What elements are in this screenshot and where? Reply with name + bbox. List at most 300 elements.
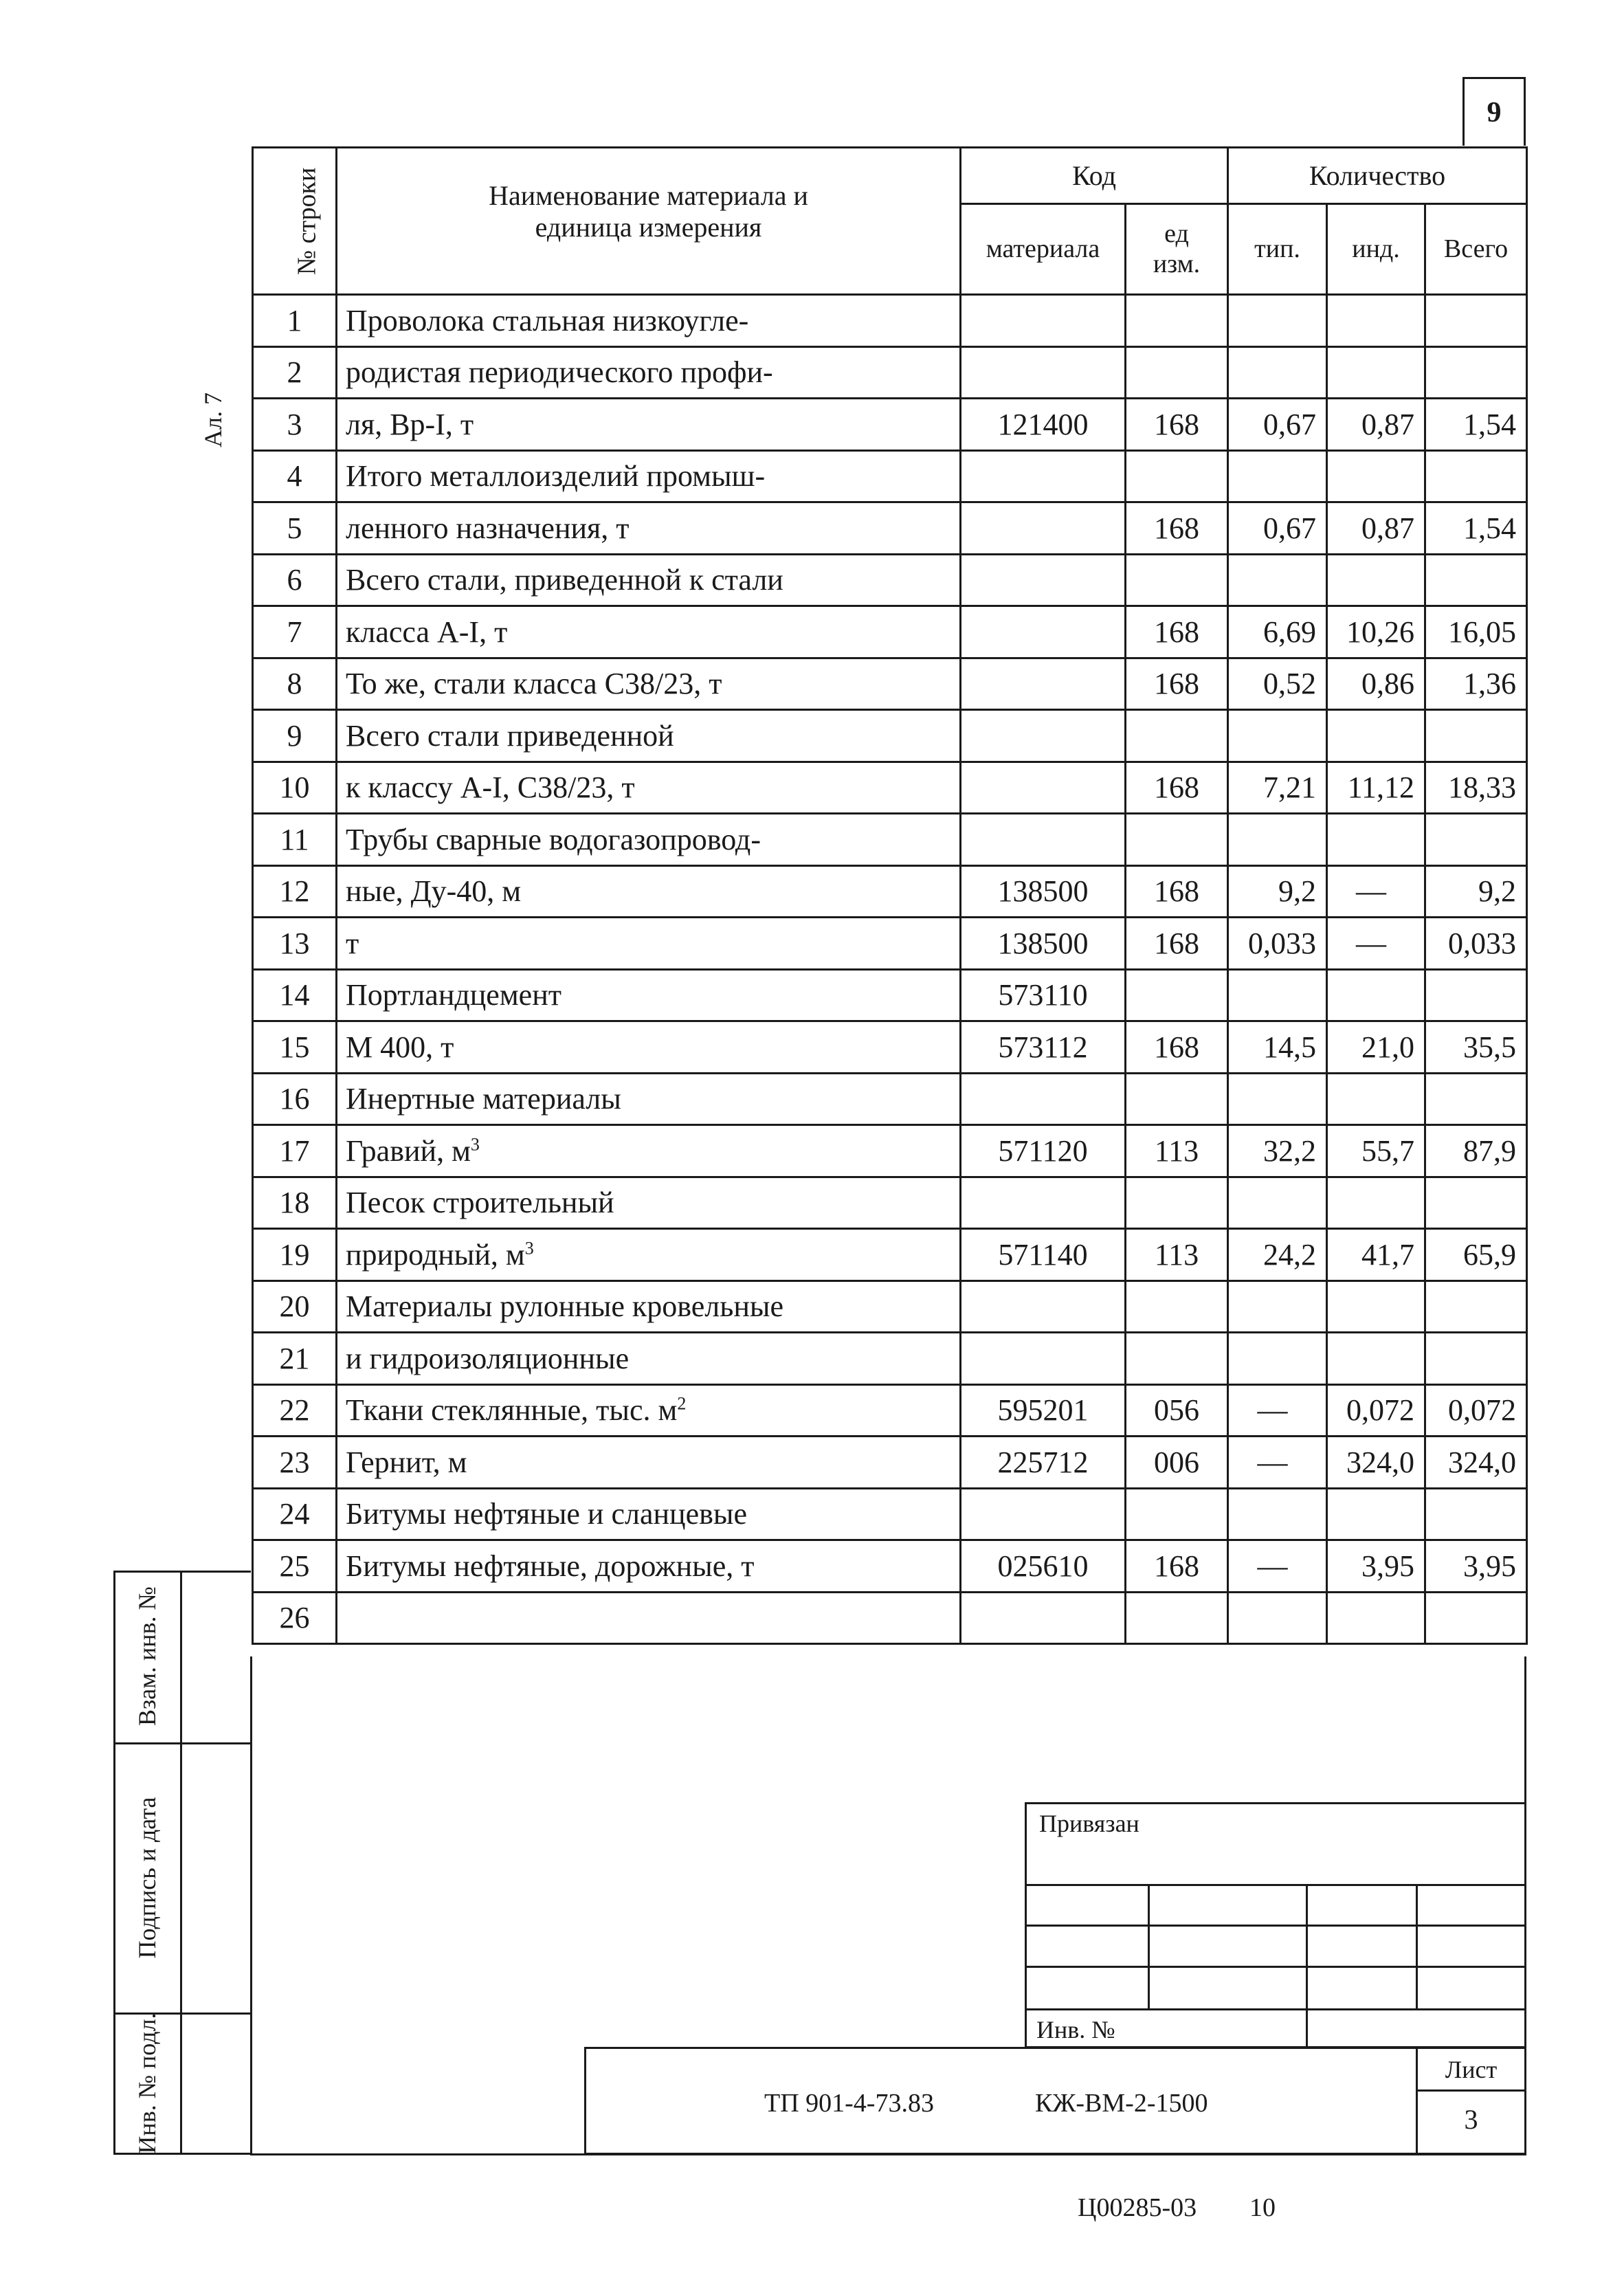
qty-typ-cell-text: — <box>1257 1549 1288 1583</box>
qty-total-cell <box>1425 1229 1527 1281</box>
qty-total-cell <box>1425 1540 1527 1593</box>
material-name-cell-text: родистая периодического профи- <box>346 355 773 390</box>
qty-ind-cell <box>1327 399 1425 451</box>
qty-total-cell <box>1425 1592 1527 1644</box>
material-name-cell-text: ные, Ду-40, м <box>346 874 522 909</box>
material-name-cell <box>337 1021 961 1074</box>
material-name-cell-text: Всего стали приведенной <box>346 718 674 753</box>
unit-code-cell-text: 168 <box>1154 511 1199 545</box>
qty-typ-cell <box>1228 1073 1327 1125</box>
unit-code-cell-text: 168 <box>1154 926 1199 960</box>
material-name-cell <box>337 1437 961 1489</box>
row-number-cell <box>253 346 337 399</box>
qty-ind-cell <box>1327 1437 1425 1489</box>
qty-total-cell-text: 16,05 <box>1448 614 1517 649</box>
material-code-cell-text: 573110 <box>998 978 1088 1012</box>
row-number-cell <box>253 502 337 555</box>
unit-code-cell <box>1126 554 1228 606</box>
header-row-no <box>253 148 337 295</box>
table-row <box>253 554 1527 606</box>
material-code-cell <box>961 1437 1126 1489</box>
side-note: Ал. 7 <box>199 392 227 447</box>
unit-code-cell-text: 113 <box>1154 1133 1199 1168</box>
material-name-cell-text: Инертные материалы <box>346 1082 621 1116</box>
qty-ind-cell <box>1327 554 1425 606</box>
qty-ind-cell-text: 11,12 <box>1347 770 1415 805</box>
material-code-cell <box>961 606 1126 658</box>
row-number-cell <box>253 1592 337 1644</box>
material-code-cell-text: 595201 <box>997 1393 1089 1428</box>
qty-typ-cell <box>1228 710 1327 762</box>
material-code-cell <box>961 1333 1126 1385</box>
qty-typ-cell <box>1228 295 1327 347</box>
material-code-cell <box>961 502 1126 555</box>
material-code-cell <box>961 969 1126 1021</box>
header-qty-ind: инд. <box>1327 204 1425 295</box>
unit-code-cell <box>1126 1333 1228 1385</box>
qty-ind-cell <box>1327 814 1425 866</box>
qty-ind-cell <box>1327 1488 1425 1540</box>
stamp-podpis-label: Подпись и дата <box>133 1797 161 1959</box>
material-code-cell <box>961 1488 1126 1540</box>
qty-ind-cell <box>1327 1540 1425 1593</box>
material-code-cell <box>961 918 1126 970</box>
row-number-cell <box>253 1021 337 1074</box>
qty-total-cell-text: 0,072 <box>1448 1393 1517 1428</box>
material-code-cell <box>961 1592 1126 1644</box>
material-name-cell <box>337 814 961 866</box>
qty-total-cell <box>1425 710 1527 762</box>
material-name-cell-text: Битумы нефтяные, дорожные, т <box>346 1549 755 1583</box>
unit-code-cell <box>1126 1021 1228 1074</box>
material-code-cell-text: 225712 <box>997 1445 1089 1479</box>
material-name-cell-text: Битумы нефтяные и сланцевые <box>346 1497 747 1531</box>
row-number-cell <box>253 918 337 970</box>
qty-typ-cell <box>1228 1177 1327 1229</box>
row-number-cell-text: 9 <box>287 718 302 753</box>
table-row <box>253 1229 1527 1281</box>
material-name-cell-text: То же, стали класса С38/23, т <box>346 667 722 701</box>
unit-code-cell-text: 168 <box>1154 874 1199 909</box>
unit-code-cell <box>1126 969 1228 1021</box>
unit-code-cell <box>1126 710 1228 762</box>
header-code: Код <box>961 148 1228 204</box>
material-name-cell <box>337 1333 961 1385</box>
qty-ind-cell-text: 0,87 <box>1361 407 1415 441</box>
material-code-cell-text: 121400 <box>997 407 1089 441</box>
material-code-cell <box>961 1229 1126 1281</box>
table-row <box>253 969 1527 1021</box>
qty-ind-cell <box>1327 1229 1425 1281</box>
row-number-cell <box>253 554 337 606</box>
table-row <box>253 1021 1527 1074</box>
qty-typ-cell-text: 0,033 <box>1248 926 1317 960</box>
qty-total-cell <box>1425 1073 1527 1125</box>
qty-typ-cell <box>1228 450 1327 502</box>
material-code-cell-text: 025610 <box>997 1549 1089 1583</box>
sheet-label: Лист <box>1445 2056 1498 2083</box>
unit-code-cell-text: 168 <box>1154 667 1199 701</box>
unit-code-cell <box>1126 1280 1228 1333</box>
row-number-cell <box>253 865 337 918</box>
row-number-cell-text: 20 <box>279 1289 310 1324</box>
qty-total-cell <box>1425 399 1527 451</box>
qty-typ-cell-text: 14,5 <box>1263 1030 1317 1064</box>
qty-typ-cell-text: 24,2 <box>1263 1237 1317 1272</box>
qty-total-cell-text: 1,54 <box>1463 511 1517 545</box>
row-number-cell-text: 10 <box>279 770 310 805</box>
unit-exponent: 3 <box>524 1238 534 1259</box>
qty-typ-cell <box>1228 1592 1327 1644</box>
material-name-cell-text: Проволока стальная низкоугле- <box>346 303 749 337</box>
material-name-cell-text: ля, Вр-I, т <box>346 407 474 441</box>
binding-label: Привязан <box>1039 1810 1139 1837</box>
table-row <box>253 1384 1527 1437</box>
qty-ind-cell <box>1327 658 1425 710</box>
qty-typ-cell <box>1228 1229 1327 1281</box>
row-number-cell <box>253 1280 337 1333</box>
qty-ind-cell-text: 0,86 <box>1361 667 1415 701</box>
material-name-cell-text: Гернит, м <box>346 1445 467 1479</box>
archive-code: Ц00285-03 <box>1078 2193 1197 2222</box>
qty-ind-cell <box>1327 1384 1425 1437</box>
row-number-cell-text: 3 <box>287 407 302 441</box>
row-number-cell-text: 6 <box>287 563 302 597</box>
qty-total-cell <box>1425 1333 1527 1385</box>
qty-typ-cell <box>1228 1488 1327 1540</box>
row-number-cell-text: 5 <box>287 511 302 545</box>
qty-total-cell-text: 1,54 <box>1463 407 1517 441</box>
qty-ind-cell <box>1327 502 1425 555</box>
row-number-cell <box>253 399 337 451</box>
sheet-number: 3 <box>1464 2104 1478 2135</box>
row-number-cell <box>253 969 337 1021</box>
material-name-cell <box>337 1229 961 1281</box>
table-row <box>253 1437 1527 1489</box>
qty-total-cell-text: 324,0 <box>1448 1445 1517 1479</box>
table-row <box>253 346 1527 399</box>
header-quantity: Количество <box>1228 148 1527 204</box>
stamp-vzam-label: Взам. инв. № <box>133 1586 161 1726</box>
row-number-cell <box>253 762 337 814</box>
table-row <box>253 502 1527 555</box>
material-name-cell <box>337 502 961 555</box>
qty-total-cell <box>1425 762 1527 814</box>
qty-typ-cell-text: 32,2 <box>1263 1133 1317 1168</box>
row-number-cell-text: 12 <box>279 874 310 909</box>
qty-typ-cell-text: 7,21 <box>1263 770 1317 805</box>
material-name-cell-text: Гравий, м <box>346 1133 471 1168</box>
qty-ind-cell-text: 55,7 <box>1361 1133 1415 1168</box>
unit-code-cell <box>1126 1437 1228 1489</box>
header-code-unit <box>1126 204 1228 295</box>
material-name-cell-text: класса А-I, т <box>346 614 508 649</box>
unit-code-cell <box>1126 399 1228 451</box>
material-name-cell <box>337 1540 961 1593</box>
material-code-cell-text: 138500 <box>997 874 1089 909</box>
qty-total-cell-text: 0,033 <box>1448 926 1517 960</box>
row-number-cell <box>253 1333 337 1385</box>
qty-total-cell <box>1425 1280 1527 1333</box>
row-number-cell-text: 19 <box>279 1237 310 1272</box>
unit-code-cell <box>1126 1592 1228 1644</box>
qty-ind-cell-text: 324,0 <box>1346 1445 1415 1479</box>
qty-ind-cell <box>1327 606 1425 658</box>
qty-total-cell <box>1425 346 1527 399</box>
qty-total-cell <box>1425 969 1527 1021</box>
qty-ind-cell <box>1327 762 1425 814</box>
row-number-cell <box>253 606 337 658</box>
unit-code-cell <box>1126 1125 1228 1177</box>
material-name-cell <box>337 710 961 762</box>
qty-total-cell-text: 87,9 <box>1463 1133 1517 1168</box>
qty-ind-cell <box>1327 1073 1425 1125</box>
row-number-cell <box>253 1125 337 1177</box>
material-code-cell <box>961 1280 1126 1333</box>
row-number-cell-text: 23 <box>279 1445 310 1479</box>
qty-typ-cell <box>1228 346 1327 399</box>
unit-code-cell <box>1126 918 1228 970</box>
doc-code: ТП 901-4-73.83 <box>764 2089 934 2118</box>
qty-typ-cell-text: — <box>1257 1445 1288 1479</box>
header-code-material: материала <box>961 204 1126 295</box>
qty-total-cell <box>1425 606 1527 658</box>
qty-total-cell <box>1425 1488 1527 1540</box>
qty-total-cell <box>1425 1177 1527 1229</box>
table-row <box>253 1592 1527 1644</box>
material-name-cell <box>337 1073 961 1125</box>
material-name-cell <box>337 606 961 658</box>
material-name-cell-text: Трубы сварные водогазопровод- <box>346 822 761 856</box>
qty-ind-cell <box>1327 1333 1425 1385</box>
material-code-cell <box>961 1073 1126 1125</box>
doc-mark: КЖ-ВМ-2-1500 <box>1035 2089 1208 2118</box>
row-number-cell <box>253 814 337 866</box>
unit-code-cell-text: 168 <box>1154 770 1199 805</box>
material-code-cell <box>961 295 1126 347</box>
qty-typ-cell <box>1228 1333 1327 1385</box>
row-number-cell-text: 1 <box>287 303 302 337</box>
materials-table <box>252 146 1528 1645</box>
unit-code-cell <box>1126 1073 1228 1125</box>
material-name-cell <box>337 554 961 606</box>
qty-typ-cell <box>1228 1384 1327 1437</box>
qty-total-cell <box>1425 1125 1527 1177</box>
table-row <box>253 1280 1527 1333</box>
row-number-cell-text: 15 <box>279 1030 310 1064</box>
qty-ind-cell <box>1327 1280 1425 1333</box>
qty-total-cell <box>1425 295 1527 347</box>
material-name-cell <box>337 1592 961 1644</box>
inv-no-label: Инв. № <box>1036 2016 1115 2043</box>
material-name-cell-text: М 400, т <box>346 1030 454 1064</box>
material-name-cell-text: и гидроизоляционные <box>346 1341 630 1375</box>
row-number-cell-text: 18 <box>279 1186 310 1220</box>
unit-code-cell-text: 168 <box>1154 1030 1199 1064</box>
row-number-cell-text: 16 <box>279 1082 310 1116</box>
table-row <box>253 399 1527 451</box>
row-number-cell-text: 13 <box>279 926 310 960</box>
material-code-cell <box>961 1384 1126 1437</box>
material-code-cell <box>961 762 1126 814</box>
stamp-inv-podl-label: Инв. № подл. <box>133 2013 161 2154</box>
material-name-cell <box>337 918 961 970</box>
material-name-cell <box>337 1125 961 1177</box>
table-row <box>253 1540 1527 1593</box>
row-number-cell-text: 24 <box>279 1497 310 1531</box>
qty-typ-cell <box>1228 399 1327 451</box>
row-number-cell-text: 4 <box>287 459 302 494</box>
row-number-cell <box>253 1437 337 1489</box>
row-number-cell-text: 7 <box>287 614 302 649</box>
qty-ind-cell <box>1327 1125 1425 1177</box>
material-name-cell <box>337 346 961 399</box>
header-qty-typ: тип. <box>1228 204 1327 295</box>
qty-typ-cell <box>1228 1125 1327 1177</box>
row-number-cell <box>253 710 337 762</box>
qty-typ-cell <box>1228 865 1327 918</box>
qty-typ-cell <box>1228 762 1327 814</box>
unit-code-cell <box>1126 450 1228 502</box>
material-code-cell <box>961 1177 1126 1229</box>
qty-total-cell-text: 18,33 <box>1448 770 1517 805</box>
qty-total-cell <box>1425 1437 1527 1489</box>
qty-ind-cell <box>1327 346 1425 399</box>
qty-typ-cell <box>1228 1021 1327 1074</box>
qty-ind-cell <box>1327 295 1425 347</box>
table-row <box>253 450 1527 502</box>
material-name-cell <box>337 1280 961 1333</box>
table-row <box>253 710 1527 762</box>
material-name-cell <box>337 969 961 1021</box>
unit-exponent: 3 <box>470 1134 480 1155</box>
unit-exponent: 2 <box>677 1393 687 1414</box>
material-code-cell <box>961 865 1126 918</box>
qty-total-cell-text: 3,95 <box>1463 1549 1517 1583</box>
qty-total-cell-text: 65,9 <box>1463 1237 1517 1272</box>
material-name-cell-text: т <box>346 926 359 960</box>
qty-total-cell <box>1425 918 1527 970</box>
material-code-cell-text: 138500 <box>997 926 1089 960</box>
unit-code-cell <box>1126 346 1228 399</box>
material-name-cell-text: Ткани стеклянные, тыс. м <box>346 1393 678 1428</box>
qty-total-cell <box>1425 502 1527 555</box>
qty-total-cell <box>1425 814 1527 866</box>
row-number-cell <box>253 1177 337 1229</box>
qty-typ-cell <box>1228 918 1327 970</box>
qty-ind-cell-text: 21,0 <box>1361 1030 1415 1064</box>
qty-total-cell <box>1425 1384 1527 1437</box>
qty-typ-cell <box>1228 1540 1327 1593</box>
row-number-cell-text: 8 <box>287 667 302 701</box>
material-code-cell <box>961 1125 1126 1177</box>
qty-typ-cell <box>1228 969 1327 1021</box>
qty-typ-cell-text: 0,67 <box>1263 511 1317 545</box>
material-name-cell <box>337 399 961 451</box>
material-name-cell-text: ленного назначения, т <box>346 511 630 545</box>
row-number-cell-text: 26 <box>279 1601 310 1635</box>
qty-typ-cell-text: 0,67 <box>1263 407 1317 441</box>
unit-code-cell-text: 113 <box>1154 1237 1199 1272</box>
material-name-cell-text: Материалы рулонные кровельные <box>346 1289 783 1324</box>
table-row <box>253 606 1527 658</box>
qty-ind-cell <box>1327 1177 1425 1229</box>
material-code-cell <box>961 710 1126 762</box>
qty-typ-cell <box>1228 1280 1327 1333</box>
qty-ind-cell <box>1327 450 1425 502</box>
qty-typ-cell <box>1228 606 1327 658</box>
table-row <box>253 1073 1527 1125</box>
material-name-cell-text: Всего стали, приведенной к стали <box>346 563 783 597</box>
qty-ind-cell <box>1327 969 1425 1021</box>
qty-total-cell <box>1425 1021 1527 1074</box>
qty-ind-cell <box>1327 710 1425 762</box>
qty-typ-cell <box>1228 554 1327 606</box>
qty-total-cell <box>1425 450 1527 502</box>
unit-code-cell-text: 006 <box>1154 1445 1199 1479</box>
qty-typ-cell <box>1228 814 1327 866</box>
table-row <box>253 658 1527 710</box>
material-name-cell <box>337 658 961 710</box>
table-row <box>253 814 1527 866</box>
material-name-cell-text: природный, м <box>346 1237 525 1272</box>
unit-code-cell <box>1126 658 1228 710</box>
table-row <box>253 918 1527 970</box>
material-name-cell-text: Портландцемент <box>346 978 561 1012</box>
row-number-cell-text: 21 <box>279 1341 310 1375</box>
material-name-cell <box>337 762 961 814</box>
qty-ind-cell-text: 0,87 <box>1361 511 1415 545</box>
material-code-cell <box>961 450 1126 502</box>
material-code-cell <box>961 1021 1126 1074</box>
row-number-cell-text: 22 <box>279 1393 310 1428</box>
header-row-no-label: № строки <box>292 167 322 275</box>
material-name-cell <box>337 1384 961 1437</box>
qty-typ-cell-text: 6,69 <box>1263 614 1317 649</box>
unit-code-cell-text: 168 <box>1154 1549 1199 1583</box>
unit-code-cell <box>1126 1488 1228 1540</box>
unit-code-cell <box>1126 865 1228 918</box>
row-number-cell <box>253 1073 337 1125</box>
header-name-label: Наименование материала и единица измерения <box>489 180 808 243</box>
row-number-cell-text: 2 <box>287 355 302 390</box>
material-code-cell-text: 571120 <box>998 1133 1088 1168</box>
unit-code-cell <box>1126 295 1228 347</box>
qty-total-cell-text: 35,5 <box>1463 1030 1517 1064</box>
header-code-unit-label: ед изм. <box>1153 219 1201 278</box>
unit-code-cell-text: 056 <box>1154 1393 1199 1428</box>
qty-ind-cell <box>1327 865 1425 918</box>
qty-total-cell <box>1425 554 1527 606</box>
qty-typ-cell <box>1228 1437 1327 1489</box>
row-number-cell <box>253 295 337 347</box>
unit-code-cell <box>1126 502 1228 555</box>
material-name-cell <box>337 450 961 502</box>
row-number-cell <box>253 1488 337 1540</box>
row-number-cell <box>253 450 337 502</box>
qty-typ-cell-text: 9,2 <box>1278 874 1317 909</box>
row-number-cell-text: 11 <box>280 822 309 856</box>
table-row <box>253 1488 1527 1540</box>
table-row <box>253 1125 1527 1177</box>
header-name <box>337 148 961 295</box>
unit-code-cell <box>1126 814 1228 866</box>
archive-page: 10 <box>1249 2193 1276 2222</box>
table-row <box>253 295 1527 347</box>
table-row <box>253 1177 1527 1229</box>
qty-ind-cell-text: — <box>1356 926 1387 960</box>
qty-typ-cell-text: 0,52 <box>1263 667 1317 701</box>
